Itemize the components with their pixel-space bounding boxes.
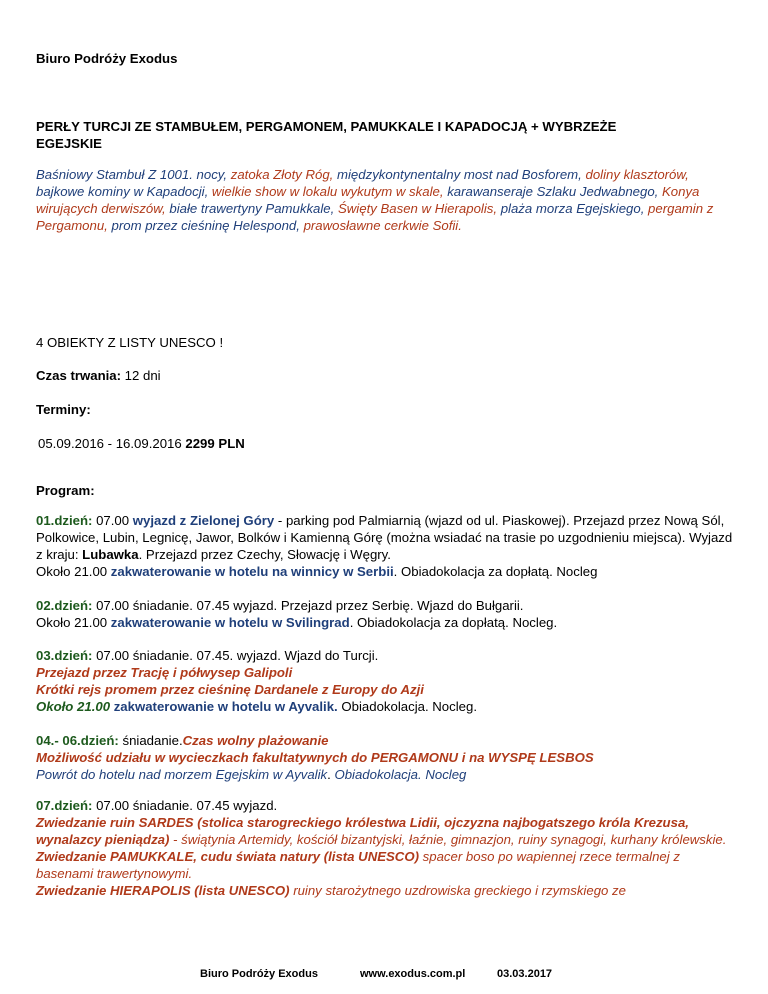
company-header: Biuro Podróży Exodus (36, 51, 178, 66)
intro-segment: karawanseraje Szlaku Jedwabnego, (447, 184, 662, 199)
day-text-segment: - parking pod Palmiarnią (wjazd od ul. Piaskowej). Przejazd przez Nową Sól, Polkowice, Lubin, Legnicę, Jawor, Bolków i Kamienną Górę (można wsiadać na trasie po uzgodnieniu miejsca). Wyjazd z kraju: (36, 513, 733, 562)
program-label: Program: (36, 483, 95, 498)
day-text-segment: spacer boso po wapiennej rzece termalnej z basenami trawertynowymi. (36, 849, 680, 881)
day-7 (36, 797, 736, 899)
intro-segment: Konya wirujących derwiszów, (36, 184, 700, 216)
duration-value: 12 dni (121, 368, 161, 383)
terms-dates: 05.09.2016 - 16.09.2016 (38, 436, 186, 451)
day-text-segment: . Obiadokolacja za dopłatą. Nocleg (393, 564, 598, 579)
tour-title-line-2: EGEJSKIE (36, 136, 102, 151)
day-text-segment: zakwaterowanie w hotelu w Ayvalik. (113, 699, 338, 714)
day-text-segment: Powrót do hotelu nad morzem Egejskim w Ayvalik (36, 767, 328, 782)
day-text-segment: Około 21.00 (36, 615, 111, 630)
day-text-segment: Około 21.00 (36, 564, 111, 579)
intro-segment: plaża morza Egejskiego, (500, 201, 649, 216)
day-text-segment: Przejazd przez Trację i półwysep Galipoli (36, 665, 293, 680)
day-text-segment: 07.00 śniadanie. 07.45 wyjazd. Przejazd przez Serbię. Wjazd do Bułgarii. (92, 598, 524, 613)
day-text-segment: wyjazd z Zielonej Góry (132, 513, 275, 528)
intro-segment: wielkie show w lokalu wykutym w skale, (211, 184, 448, 199)
day-text-segment: 07.00 śniadanie. 07.45. wyjazd. Wjazd do Turcji. (92, 648, 379, 663)
terms-label: Terminy: (36, 402, 91, 417)
day-text-segment: Lubawka (82, 547, 139, 562)
day-label: 02.dzień: (36, 598, 93, 613)
intro-segment: doliny klasztorów, (585, 167, 689, 182)
day-text-segment: Zwiedzanie ruin SARDES (stolica starogreckiego królestwa Lidii, ojczyzna najbogatszego króla Krezusa, wynalazcy pieniądza) (36, 815, 689, 847)
day-4-6 (36, 732, 736, 783)
intro-segment: Baśniowy Stambuł Z 1001. nocy, (36, 167, 231, 182)
intro-segment: białe trawertyny Pamukkale, (169, 201, 338, 216)
intro-paragraph (36, 166, 736, 234)
day-text-segment: . Obiadokolacja za dopłatą. Nocleg. (349, 615, 558, 630)
intro-segment: Święty Basen w Hierapolis, (337, 201, 501, 216)
day-text-segment: śniadanie. (118, 733, 183, 748)
intro-segment: prawosławne cerkwie Sofii. (303, 218, 462, 233)
day-text-segment: Obiadokolacja. Nocleg. (337, 699, 477, 714)
day-text-segment: Krótki rejs promem przez cieśninę Dardanele z Europy do Azji (36, 682, 424, 697)
day-3 (36, 647, 736, 715)
intro-segment: bajkowe kominy w Kapadocji, (36, 184, 212, 199)
intro-segment: pergamin z Pergamonu, (36, 201, 714, 233)
day-text-segment: Około 21.00 (36, 699, 114, 714)
unesco-note: 4 OBIEKTY Z LISTY UNESCO ! (36, 335, 224, 350)
day-text-segment: Obiadokolacja. Nocleg (334, 767, 467, 782)
day-text-segment: ruiny starożytnego uzdrowiska greckiego i rzymskiego ze (289, 883, 626, 898)
day-label: 01.dzień: (36, 513, 93, 528)
day-text-segment: 07.00 (92, 513, 133, 528)
day-text-segment: zakwaterowanie w hotelu w Svilingrad (110, 615, 350, 630)
footer-url: www.exodus.com.pl (360, 968, 466, 980)
day-text-segment: - świątynia Artemidy, kościół bizantyjski, łaźnie, gimnazjon, ruiny synagogi, kurhany królewskie. (169, 832, 727, 847)
day-text-segment: Zwiedzanie HIERAPOLIS (lista UNESCO) (36, 883, 290, 898)
intro-segment: prom przez cieśninę Helespond, (111, 218, 304, 233)
day-label: 07.dzień: (36, 798, 93, 813)
terms-row (38, 435, 245, 452)
footer-date: 03.03.2017 (497, 968, 553, 980)
day-text-segment: Czas wolny plażowanie (182, 733, 329, 748)
day-text-segment: . Przejazd przez Czechy, Słowację i Węgry. (138, 547, 391, 562)
duration-row (36, 367, 161, 384)
footer-company: Biuro Podróży Exodus (200, 968, 318, 980)
day-text-segment: zakwaterowanie w hotelu na winnicy w Serbii (110, 564, 394, 579)
day-text-segment: Zwiedzanie PAMUKKALE, cudu świata natury (lista UNESCO) (36, 849, 419, 864)
duration-label: Czas trwania: (36, 368, 122, 383)
day-label: 03.dzień: (36, 648, 93, 663)
day-text-segment: Możliwość udziału w wycieczkach fakultatywnych do PERGAMONU i na WYSPĘ LESBOS (36, 750, 594, 765)
day-text-segment: . (327, 767, 335, 782)
day-1 (36, 512, 736, 580)
day-2 (36, 597, 736, 631)
intro-segment: zatoka Złoty Róg, (230, 167, 338, 182)
tour-title-line-1: PERŁY TURCJI ZE STAMBUŁEM, PERGAMONEM, PAMUKKALE I KAPADOCJĄ + WYBRZEŻE (36, 119, 617, 134)
day-label: 04.- 06.dzień: (36, 733, 119, 748)
day-text-segment: 07.00 śniadanie. 07.45 wyjazd. (92, 798, 278, 813)
intro-segment: międzykontynentalny most nad Bosforem, (337, 167, 586, 182)
terms-price: 2299 PLN (185, 436, 245, 451)
